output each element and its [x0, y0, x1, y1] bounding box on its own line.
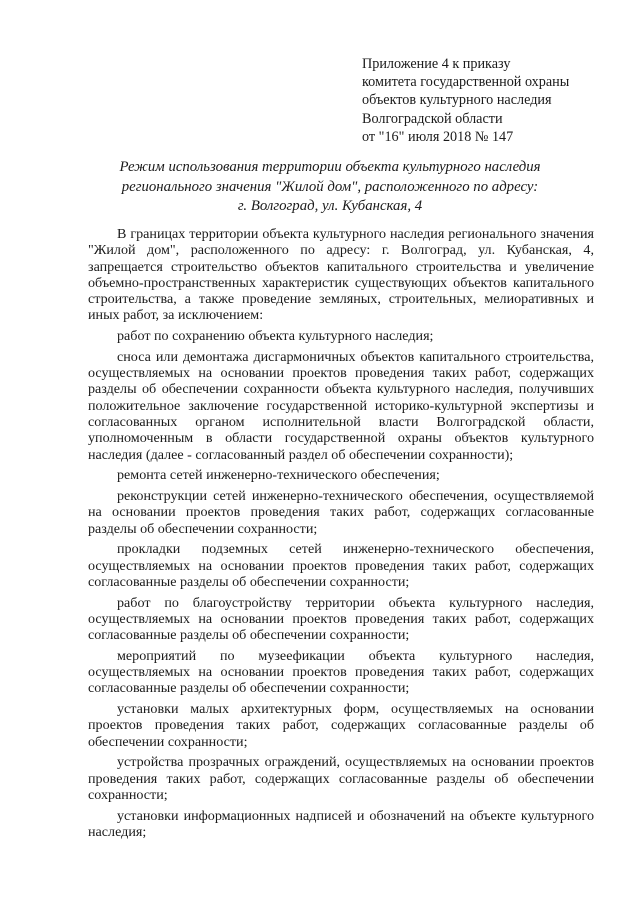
- title-line: Режим использования территории объекта культурного наследия: [119, 159, 541, 175]
- appendix-line: комитета государственной охраны: [362, 74, 570, 91]
- body-paragraph: реконструкции сетей инженерно-технического обеспечения, осуществляемой на основании проектов проведения таких работ, содержащих согласованные разделы об обеспечении сохранности;: [88, 488, 594, 537]
- appendix-line: Приложение 4 к приказу: [362, 56, 511, 72]
- body-paragraph: прокладки подземных сетей инженерно-технического обеспечения, осуществляемых на основании проектов проведения таких работ, содержащих согласованные разделы об обеспечении сохранности;: [88, 541, 594, 590]
- body-paragraph: работ по сохранению объекта культурного наследия;: [117, 328, 434, 345]
- body-paragraph: ремонта сетей инженерно-технического обеспечения;: [117, 467, 440, 484]
- appendix-header: [362, 55, 602, 146]
- body-paragraph: установки информационных надписей и обозначений на объекте культурного наследия;: [88, 807, 594, 840]
- appendix-line: от "16" июля 2018 № 147: [362, 128, 514, 145]
- document-title: [100, 158, 560, 217]
- appendix-line: Волгоградской области: [362, 110, 503, 127]
- body-paragraph: мероприятий по музеефикации объекта культурного наследия, осуществляемых на основании проектов проведения таких работ, содержащих согласованные разделы об обеспечении сохранности;: [88, 647, 594, 697]
- body-paragraph: работ по благоустройству территории объекта культурного наследия, осуществляемых на основании проектов проведения таких работ, содержащих согласованные разделы об обеспечении сохранности;: [88, 594, 594, 644]
- document-body: [88, 226, 594, 845]
- body-paragraph: В границах территории объекта культурного наследия регионального значения "Жилой дом", расположенного по адресу: г. Волгоград, ул. Кубанская, 4, запрещается строительство объектов капитального строительства и увеличение объемно-пространственных характеристик существующих объектов капитального строительства, а также проведение земляных, строительных, мелиоративных и иных работ, за исключением:: [88, 226, 594, 324]
- title-line: регионального значения "Жилой дом", расположенного по адресу:: [121, 178, 539, 195]
- appendix-line: объектов культурного наследия: [362, 92, 552, 109]
- body-paragraph: установки малых архитектурных форм, осуществляемых на основании проектов проведения таких работ, содержащих согласованные разделы об обеспечении сохранности;: [88, 701, 594, 750]
- title-line: г. Волгоград, ул. Кубанская, 4: [237, 198, 423, 214]
- body-paragraph: сноса или демонтажа дисгармоничных объектов капитального строительства, осуществляемых на основании проектов проведения таких работ, содержащих разделы об обеспечении сохранности объекта культурного наследия, получивших положительное заключение государственной историко-культурной экспертизы и согласованных органом исполнительной власти Волгоградской области, уполномоченным в области государственной охраны объектов культурного наследия (далее - согласованный раздел об обеспечении сохранности);: [88, 348, 594, 463]
- body-paragraph: устройства прозрачных ограждений, осуществляемых на основании проектов проведения таких работ, содержащих согласованные разделы об обеспечении сохранности;: [88, 754, 594, 804]
